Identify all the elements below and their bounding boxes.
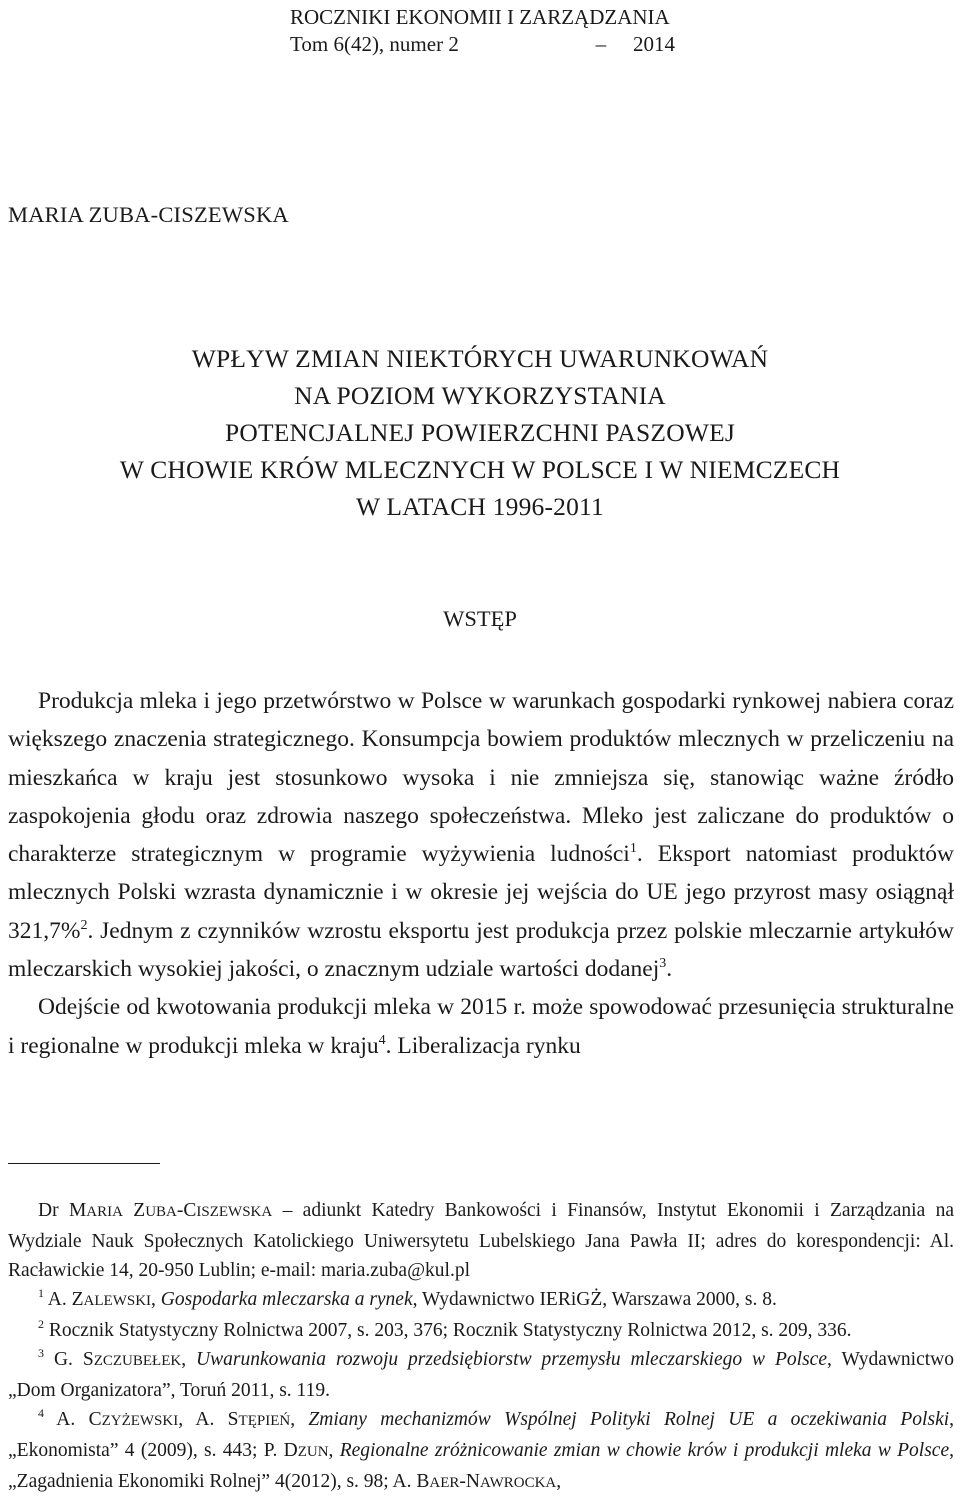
footnote-ref[interactable]: 1 [629,841,637,857]
footnote-author: ZYŻEWSKI [101,1413,179,1429]
footnote-text: , „Ekonomista” 4 (2009), s. 443; P. D [8,1409,955,1461]
footnote-work-title: Regionalne zróżnicowanie zmian w chowie krów i produkcji mleka w Polsce [339,1440,950,1461]
paragraph-text: . Liberalizacja rynku [385,1032,581,1059]
footnote-separator-text: , [328,1440,340,1461]
footnote-separator-text: , [181,1349,197,1370]
footnote-author: A. C [44,1409,102,1430]
footnote-author: -N [459,1471,480,1492]
paragraph [8,988,954,1065]
footnote-author: A. Z [44,1289,84,1310]
title-line: W LATACH 1996-2011 [355,492,605,521]
article-title [0,340,960,525]
footnote-author: ALEWSKI [83,1293,152,1309]
footnote-author: ZUN [297,1444,329,1460]
footnote-text: , Wydawnictwo IERiGŻ, Warszawa 2000, s. 8. [412,1289,777,1310]
paragraph-text: . Eksport natomiast produktów mlecznych Polski wzrasta dynamicznie i w okresie jej wejścia do UE jego przyrost masy osiągnął 321,7% [8,841,954,944]
footnotes [8,1196,954,1498]
footnote [8,1405,954,1498]
footnote-author: TĘPIEŃ [238,1413,291,1429]
footnote-ref[interactable]: 4 [378,1032,386,1048]
footnote-author: G. S [44,1349,94,1370]
footnote-author: ZCZUBEŁEK [93,1353,182,1369]
footnote-number: 2 [38,1317,44,1331]
footnote-work-title: Uwarunkowania rozwoju przedsiębiorstw przemysłu mleczarskiego w Polsce [196,1349,827,1370]
title-line: WPŁYW ZMIAN NIEKTÓRYCH UWARUNKOWAŃ [191,344,769,373]
footnote-text: , [556,1471,562,1492]
footnote-separator-text: , [151,1289,161,1310]
title-line: NA POZIOM WYKORZYSTANIA [294,381,666,410]
footnote-number: 1 [38,1286,44,1300]
footnote-number: 4 [38,1406,44,1420]
author-name-part: UBA [145,1204,177,1220]
journal-name: ROCZNIKI EKONOMII I ZARZĄDZANIA [290,5,670,29]
paragraph-text: Odejście od kwotowania produkcji mleka w 2015 r. może spowodować przesunięcia strukturalne i regionalne w produkcji mleka w kraju [8,994,954,1059]
footnote [8,1345,954,1405]
author-name-part: ARIA [86,1204,123,1220]
footnote-work-title: Zmiany mechanizmów Wspólnej Polityki Rolnej UE a oczekiwania Polski [308,1409,950,1430]
footnote-text: Rocznik Statystyczny Rolnictwa 2007, s. 203, 376; Rocznik Statystyczny Rolnictwa 2012, s. 209, 336. [44,1320,852,1341]
journal-issue-line [290,31,675,58]
paragraph [8,682,954,988]
paragraph-text: . Jednym z czynników wzrostu eksportu jest produkcja przez polskie mleczarnie artykułów mleczarskich wysokiej jakości, o znacznym udziale wartości dodanej [8,917,954,983]
footnote-author: AER [429,1475,460,1491]
footnote-work-title: Gospodarka mleczarska a rynek [160,1289,413,1310]
footnote [8,1285,954,1316]
journal-volume: Tom 6(42), numer 2 [290,32,459,56]
journal-dash: – [595,32,607,56]
footnote-separator-text: , [290,1409,309,1430]
paragraph-text: Produkcja mleka i jego przetwórstwo w Polsce w warunkach gospodarki rynkowej nabiera coraz większego znaczenia strategicznego. Konsumpcja bowiem produktów mlecznych w przeliczeniu na mieszkańca w kraju jest stosunkowo wysoka i nie zmniejsza się, stanowiąc ważne źródło zaspokojenia głodu oraz zdrowia naszego społeczeństwa. Mleko jest zaliczane do produktów o charakterze strategicznym w programie wyżywienia ludności [8,688,954,868]
affiliation-text: – adiunkt Katedry Bankowości i Finansów, Instytut Ekonomii i Zarządzania na Wydziale Nauk Społecznych Katolickiego Uniwersytetu Lubelskiego Jana Pawła II; adres do korespondencji: Al. Racławickie 14, 20-950 Lublin; e-mail: maria.zuba@kul.pl [8,1200,954,1281]
author-name-part: Z [122,1200,146,1221]
footnote [8,1316,954,1345]
footnote-text: , „Zagadnienia Ekonomiki Rolnej” 4(2012), s. 98; A. B [8,1440,954,1492]
footnote-ref[interactable]: 3 [659,956,667,972]
author-name-part: -C [176,1200,197,1221]
title-line: W CHOWIE KRÓW MLECZNYCH W POLSCE I W NIEMCZECH [119,455,841,484]
footnote-number: 3 [38,1346,44,1360]
paragraph-text: . [666,956,673,983]
journal-header [290,4,675,58]
journal-year: 2014 [633,32,675,56]
author-affiliation [8,1196,954,1285]
footnote-text: , Wydawnictwo „Dom Organizatora”, Toruń 2011, s. 119. [8,1349,954,1401]
title-line: POTENCJALNEJ POWIERZCHNI PASZOWEJ [224,418,735,447]
footnote-author: , A. S [178,1409,239,1430]
footnote-separator [8,1163,160,1164]
author-name-part: ISZEWSKA [196,1204,273,1220]
body-text [8,682,954,1065]
footnote-ref[interactable]: 2 [80,917,88,933]
section-heading: WSTĘP [443,606,517,631]
article-author: MARIA ZUBA-CISZEWSKA [8,202,289,227]
author-title: Dr [38,1200,69,1221]
footnote-author: AWROCKA [479,1475,557,1491]
author-name-part: M [68,1200,87,1221]
